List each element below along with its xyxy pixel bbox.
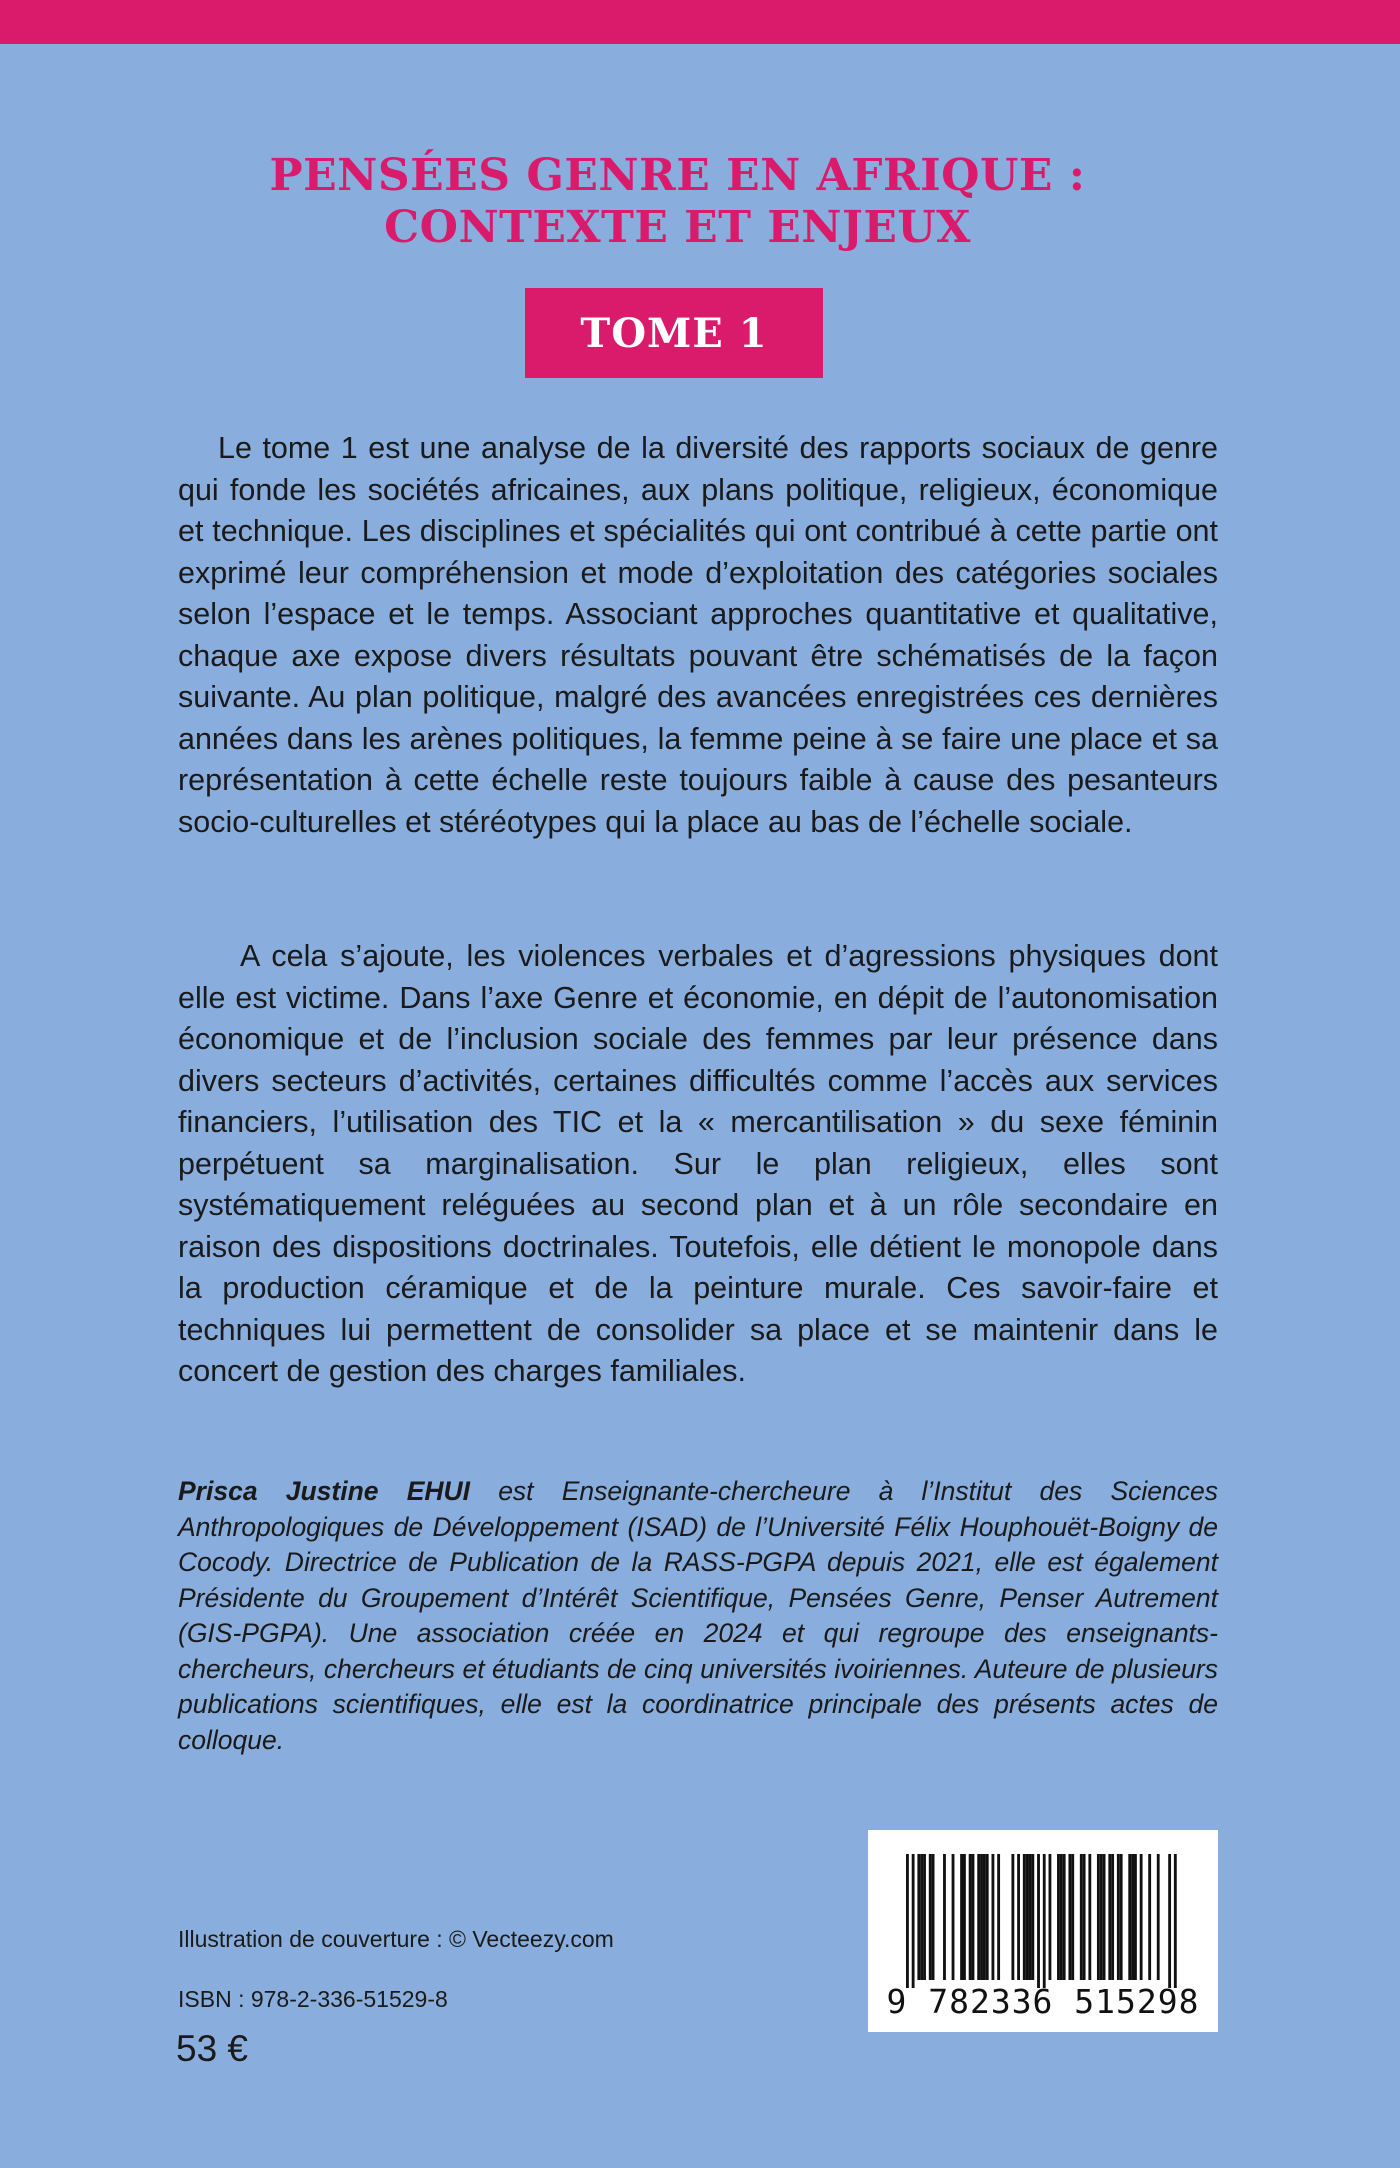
barcode-bar	[972, 1854, 975, 1980]
barcode-bar	[932, 1854, 935, 1980]
barcode-bar	[986, 1854, 989, 1980]
book-title	[0, 150, 1355, 254]
author-bio	[178, 1474, 1218, 1758]
barcode-bar	[977, 1854, 980, 1980]
barcode-bar	[969, 1854, 972, 1980]
barcode-bar	[983, 1854, 986, 1980]
barcode-bar	[960, 1854, 963, 1980]
author-bio-text: est Enseignante-chercheure à l’Institut des Sciences Anthropologiques de Développement (ISAD) de l’Université Félix Houphouët-Boigny de Cocody. Directrice de Publication de la RASS-PGPA depuis 2021, elle est également Présidente du Groupement d’Intérêt Scientifique, Pensées Genre, Penser Autrement (GIS-PGPA). Une association créée en 2024 et qui regroupe des enseignants-chercheurs, chercheurs et étudiants de cinq universités ivoiriennes. Auteure de plusieurs publications scientifiques, elle est la coordinatrice principale des présents actes de colloque.	[178, 1476, 1218, 1755]
barcode-bar	[1111, 1854, 1114, 1980]
barcode-bar	[1108, 1854, 1111, 1980]
barcode-bar	[1043, 1854, 1046, 1988]
barcode-bar	[1057, 1854, 1060, 1980]
barcode-bar	[1080, 1854, 1083, 1980]
barcode-bar	[1174, 1854, 1177, 1988]
barcode-bar	[1117, 1854, 1120, 1980]
volume-badge	[525, 288, 823, 378]
barcode-bar	[912, 1854, 915, 1988]
barcode-bar	[1011, 1854, 1014, 1980]
barcode-bar	[929, 1854, 932, 1980]
barcode-bar	[1060, 1854, 1063, 1980]
barcode-bar	[980, 1854, 983, 1980]
top-color-band	[0, 0, 1400, 44]
author-name: Prisca Justine EHUI	[178, 1476, 471, 1506]
barcode-bar	[1168, 1854, 1171, 1988]
barcode-bar	[1088, 1854, 1091, 1980]
price: 53 €	[176, 2028, 249, 2069]
illustration-credit: Illustration de couverture : © Vecteezy.com	[178, 1926, 614, 1952]
barcode-bar	[992, 1854, 995, 1980]
barcode-bar	[997, 1854, 1000, 1980]
barcode-bar	[1134, 1854, 1137, 1980]
book-title-line-1: PENSÉES GENRE EN AFRIQUE :	[269, 150, 1086, 201]
volume-badge-label: TOME 1	[580, 309, 768, 357]
barcode-number: 9 782336 515298	[886, 1982, 1200, 2021]
barcode-bar	[1071, 1854, 1074, 1980]
barcode-bar	[906, 1854, 909, 1988]
barcode-bar	[1031, 1854, 1034, 1980]
isbn: ISBN : 978-2-336-51529-8	[178, 1986, 448, 2012]
barcode-bar	[1100, 1854, 1103, 1980]
barcode-bar	[1131, 1854, 1134, 1980]
barcode-bar	[1049, 1854, 1052, 1980]
summary-paragraph-1: Le tome 1 est une analyse de la diversité des rapports sociaux de genre qui fonde les sociétés africaines, aux plans politique, religieux, économique et technique. Les disciplines et spécialités qui ont contribué à cette partie ont exprimé leur compréhension et mode d’exploitation des catégories sociales selon l’espace et le temps. Associant approches quantitative et qualitative, chaque axe expose divers résultats pouvant être schématisés de la façon suivante. Au plan politique, malgré des avancées enregistrées ces dernières années dans les arènes politiques, la femme peine à se faire une place et sa représentation à cette échelle reste toujours faible à cause des pesanteurs socio-culturelles et stéréotypes qui la place au bas de l’échelle sociale.	[178, 431, 1218, 839]
summary-paragraph-2: A cela s’ajoute, les violences verbales et d’agressions physiques dont elle est victime. Dans l’axe Genre et économie, en dépit de l’autonomisation économique et de l’inclusion sociale des femmes par leur présence dans divers secteurs d’activités, certaines difficultés comme l’accès aux services financiers, l’utilisation des TIC et la « mercantilisation » du sexe féminin perpétuent sa marginalisation. Sur le plan religieux, elles sont systématiquement reléguées au second plan et à un rôle secondaire en raison des dispositions doctrinales. Toutefois, elle détient le monopole dans la production céramique et de la peinture murale. Ces savoir-faire et techniques lui permettent de consolider sa place et se maintenir dans le concert de gestion des charges familiales.	[178, 939, 1218, 1388]
book-title-line-2: CONTEXTE ET ENJEUX	[384, 202, 971, 253]
barcode-bar	[923, 1854, 926, 1980]
barcode-bar	[920, 1854, 923, 1980]
barcode-bar	[952, 1854, 955, 1980]
barcode-bar	[1157, 1854, 1160, 1980]
barcode-bar	[1026, 1854, 1029, 1980]
barcode-bar	[1097, 1854, 1100, 1980]
barcode-bar	[943, 1854, 946, 1980]
barcode-bar	[963, 1854, 966, 1980]
barcode-bar	[1063, 1854, 1066, 1980]
barcode-bar	[1083, 1854, 1086, 1980]
barcode-bar	[1068, 1854, 1071, 1980]
barcode-bar	[1037, 1854, 1040, 1988]
barcode-bar	[1120, 1854, 1123, 1980]
barcode-bar	[1140, 1854, 1143, 1980]
barcode-bar	[1148, 1854, 1151, 1980]
barcode-bar	[1023, 1854, 1026, 1980]
barcode-bar	[1128, 1854, 1131, 1980]
barcode-bar	[1029, 1854, 1032, 1980]
barcode-bar	[1103, 1854, 1106, 1980]
barcode-bar	[1017, 1854, 1020, 1980]
barcode-bar	[917, 1854, 920, 1980]
barcode	[868, 1830, 1218, 2032]
